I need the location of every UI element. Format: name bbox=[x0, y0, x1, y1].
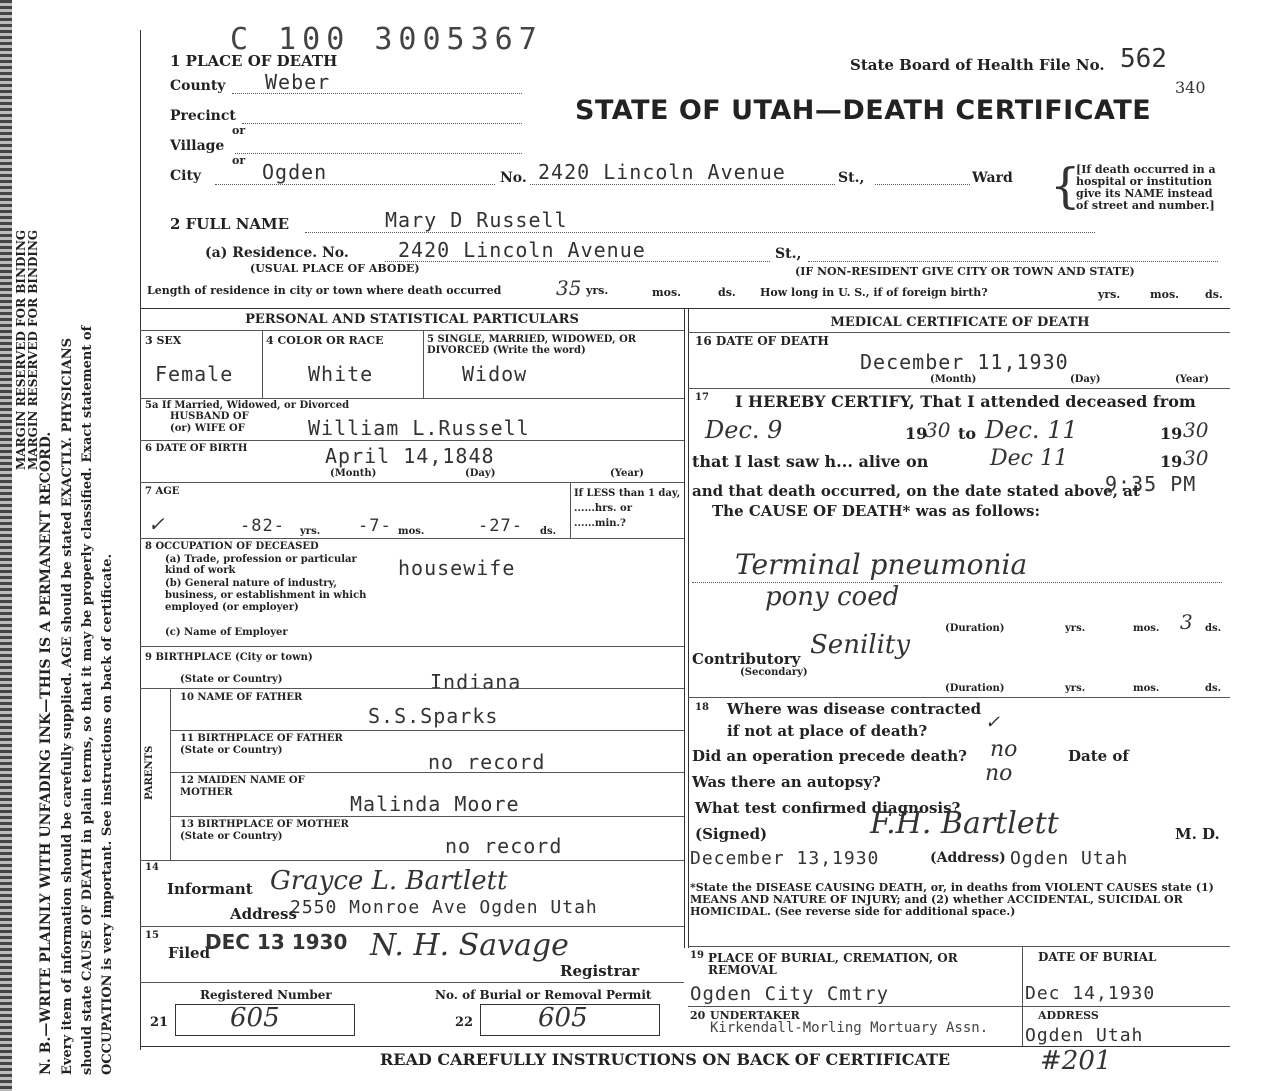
residence-value: 2420 Lincoln Avenue bbox=[398, 238, 646, 262]
street-suffix-label: St., bbox=[838, 170, 865, 186]
signed-date: December 13,1930 bbox=[690, 848, 880, 869]
brace-icon: { bbox=[1050, 158, 1081, 214]
informant-address-label: Address bbox=[230, 905, 297, 923]
q18-label-2: if not at place of death? bbox=[727, 722, 928, 740]
read-instructions-text: READ CAREFULLY INSTRUCTIONS ON BACK OF CERTIFICATE bbox=[380, 1050, 951, 1069]
operation-label: Did an operation precede death? bbox=[692, 747, 967, 765]
age-label: 7 AGE bbox=[145, 486, 180, 497]
last-saw-date: Dec 11 bbox=[990, 446, 1068, 471]
filed-date-stamp: DEC 13 1930 bbox=[205, 930, 348, 954]
physician-signature: F.H. Bartlett bbox=[870, 806, 1059, 841]
date-of-death-label: 16 DATE OF DEATH bbox=[695, 334, 829, 348]
ward-line bbox=[875, 184, 970, 185]
registrar-signature: N. H. Savage bbox=[370, 928, 569, 963]
village-label: Village bbox=[170, 138, 225, 154]
filed-label: Filed bbox=[168, 944, 211, 962]
dob-month-label: (Month) bbox=[330, 468, 377, 479]
marital-value: Widow bbox=[462, 362, 528, 386]
death-occurred-label: and that death occurred, on the date stated above, at bbox=[692, 482, 1140, 500]
foreign-mos-label: mos. bbox=[1150, 288, 1179, 301]
informant-label: Informant bbox=[167, 880, 253, 898]
mother-label: 12 MAIDEN NAME OF MOTHER bbox=[180, 775, 305, 798]
signed-address-label: (Address) bbox=[930, 850, 1006, 866]
residence-line-2 bbox=[808, 261, 1218, 262]
row-rule-6 bbox=[140, 688, 684, 689]
color-label: 4 COLOR OR RACE bbox=[266, 334, 384, 347]
medical-rule-2 bbox=[688, 697, 1230, 698]
full-name-line bbox=[305, 232, 1095, 233]
father-value: S.S.Sparks bbox=[368, 704, 499, 728]
birthplace-label: 9 BIRTHPLACE (City or town) bbox=[145, 652, 313, 663]
contributory-label: Contributory bbox=[692, 650, 801, 668]
file-number-label: State Board of Health File No. bbox=[850, 56, 1105, 74]
length-residence-value: 35 bbox=[556, 276, 582, 300]
row-rule-11 bbox=[140, 926, 684, 927]
duration-label-2: (Duration) bbox=[945, 683, 1005, 694]
duration-mos-label: mos. bbox=[1133, 623, 1160, 634]
cause-primary: Terminal pneumonia bbox=[735, 548, 1028, 581]
death-time: 9:35 PM bbox=[1105, 472, 1197, 496]
duration-ds-label: ds. bbox=[1205, 623, 1222, 634]
operation-answer: no bbox=[990, 737, 1018, 762]
certificate-title: STATE OF UTAH—DEATH CERTIFICATE bbox=[575, 95, 1152, 126]
attended-year-prefix-a: 19 bbox=[905, 424, 928, 443]
personal-heading-rule bbox=[140, 330, 684, 331]
signed-label: (Signed) bbox=[695, 825, 768, 843]
length-mos-label: mos. bbox=[652, 286, 681, 299]
city-value: Ogden bbox=[262, 160, 328, 184]
main-grid-top-rule bbox=[140, 308, 1230, 309]
duration-ds-label-2: ds. bbox=[1205, 683, 1222, 694]
informant-number: 14 bbox=[145, 862, 159, 873]
color-value: White bbox=[308, 362, 374, 386]
burial-divider bbox=[1022, 946, 1023, 1046]
or-1: or bbox=[232, 124, 246, 137]
village-line bbox=[235, 153, 522, 154]
row-rule-4 bbox=[140, 538, 684, 539]
precinct-label: Precinct bbox=[170, 108, 236, 124]
mother-value: Malinda Moore bbox=[350, 792, 520, 816]
residence-label: (a) Residence. No. bbox=[205, 245, 349, 261]
parents-label: PARENTS bbox=[144, 745, 155, 800]
instructions-text-1: Every item of information should be carefully supplied. AGE should be stated EXACTLY. PHYSICIANS bbox=[60, 337, 75, 1075]
attended-to-date: Dec. 11 bbox=[985, 416, 1078, 444]
duration-yrs-label: yrs. bbox=[1065, 623, 1086, 634]
burial-date-label: DATE OF BURIAL bbox=[1038, 950, 1157, 964]
dob-label: 6 DATE OF BIRTH bbox=[145, 443, 248, 454]
signed-address: Ogden Utah bbox=[1010, 848, 1129, 869]
registered-number-value: 605 bbox=[230, 1003, 280, 1033]
date-of-death-value: December 11,1930 bbox=[860, 350, 1069, 374]
sex-color-divider bbox=[262, 330, 263, 398]
residence-st-label: St., bbox=[775, 246, 802, 262]
last-saw-label: that I last saw h... alive on bbox=[692, 452, 929, 471]
cause-of-death-label: The CAUSE OF DEATH* was as follows: bbox=[712, 502, 1041, 520]
cause-footnote: *State the DISEASE CAUSING DEATH, or, in deaths from VIOLENT CAUSES state (1) MEANS AND NATURE OF INJURY; and (2) whether ACCIDENTAL, SUICIDAL OR HOMICIDAL. (See reverse side for additional space.) bbox=[690, 881, 1214, 918]
street-value: 2420 Lincoln Avenue bbox=[538, 160, 786, 184]
dob-value: April 14,1848 bbox=[325, 444, 495, 468]
less-than-label: If LESS than 1 day, ......hrs. or ......min.? bbox=[574, 488, 681, 529]
undertaker-value: Kirkendall-Morling Mortuary Assn. bbox=[710, 1020, 989, 1036]
city-label: City bbox=[170, 168, 202, 184]
attended-year-prefix-b: 19 bbox=[1160, 424, 1183, 443]
dod-month-label: (Month) bbox=[930, 374, 977, 385]
length-yrs-label: yrs. bbox=[586, 284, 609, 297]
stamp-number: C 100 3005367 bbox=[230, 22, 543, 57]
occupation-a-label: (a) Trade, profession or particular kind of work bbox=[165, 554, 357, 576]
burial-rule bbox=[688, 1006, 1230, 1007]
full-name-value: Mary D Russell bbox=[385, 208, 568, 232]
occupation-value: housewife bbox=[398, 556, 516, 580]
medical-rule-1 bbox=[688, 388, 1230, 389]
last-saw-year-prefix: 19 bbox=[1160, 452, 1183, 471]
diagnosis-test-label: What test confirmed diagnosis? bbox=[695, 799, 961, 817]
color-marital-divider bbox=[423, 330, 424, 398]
md-label: M. D. bbox=[1175, 825, 1220, 843]
city-line bbox=[215, 184, 495, 185]
or-2: or bbox=[232, 154, 246, 167]
registered-number-index: 21 bbox=[150, 1015, 169, 1030]
certify-label: I HEREBY CERTIFY, That I attended deceased from bbox=[735, 392, 1196, 411]
burial-address-value: Ogden Utah bbox=[1025, 1025, 1144, 1046]
footer-handwritten-note: #201 bbox=[1040, 1046, 1112, 1076]
occupation-label: 8 OCCUPATION OF DECEASED bbox=[145, 541, 319, 552]
dob-year-label: (Year) bbox=[610, 468, 644, 479]
contributory-cause: Senility bbox=[810, 630, 911, 660]
attended-from-year: 30 bbox=[925, 418, 951, 442]
age-days: -27- bbox=[478, 516, 523, 536]
ward-label: Ward bbox=[972, 170, 1013, 186]
secondary-label: (Secondary) bbox=[740, 667, 808, 678]
birthplace-value: Indiana bbox=[430, 670, 522, 694]
binding-margin-strip bbox=[0, 0, 12, 1091]
center-divider-2 bbox=[688, 308, 689, 948]
row-rule-9 bbox=[170, 816, 684, 817]
employer-label: (c) Name of Employer bbox=[165, 627, 288, 638]
last-saw-year: 30 bbox=[1183, 446, 1209, 470]
registrar-label: Registrar bbox=[560, 962, 640, 980]
father-birthplace-label: 11 BIRTHPLACE OF FATHER (State or Country) bbox=[180, 733, 343, 756]
full-name-label: 2 FULL NAME bbox=[170, 215, 290, 233]
spouse-label-1: 5a If Married, Widowed, or Divorced bbox=[145, 400, 350, 411]
age-months: -7- bbox=[358, 516, 392, 536]
row-rule-10 bbox=[140, 860, 684, 861]
street-number-label: No. bbox=[500, 170, 527, 186]
sex-value: Female bbox=[155, 362, 234, 386]
burial-number: 19 bbox=[690, 950, 704, 961]
operation-date-label: Date of bbox=[1068, 747, 1129, 765]
row-rule-5 bbox=[140, 646, 684, 647]
undertaker-label: UNDERTAKER bbox=[710, 1009, 800, 1022]
certificate-left-border bbox=[140, 30, 141, 1050]
binding-reserved-text-1: MARGIN RESERVED FOR BINDING bbox=[14, 229, 28, 470]
burial-permit-value: 605 bbox=[538, 1003, 588, 1033]
filed-number: 15 bbox=[145, 930, 159, 941]
place-of-death-heading: 1 PLACE OF DEATH bbox=[170, 52, 338, 70]
dob-day-label: (Day) bbox=[465, 468, 496, 479]
length-residence-label: Length of residence in city or town where death occurred bbox=[147, 284, 502, 297]
attended-to-year: 30 bbox=[1183, 418, 1209, 442]
informant-address-value: 2550 Monroe Ave Ogden Utah bbox=[290, 897, 598, 918]
instructions-text-3: OCCUPATION is very important. See instructions on back of certificate. bbox=[100, 553, 115, 1075]
burial-permit-index: 22 bbox=[455, 1015, 474, 1030]
file-number: 562 bbox=[1120, 44, 1167, 74]
mother-birthplace-value: no record bbox=[445, 834, 563, 858]
binding-reserved-text-2: MARGIN RESERVED FOR BINDING bbox=[26, 229, 40, 470]
to-label: to bbox=[958, 424, 977, 443]
age-check: ✓ bbox=[148, 512, 165, 536]
mother-birthplace-label: 13 BIRTHPLACE OF MOTHER (State or Country) bbox=[180, 819, 349, 842]
burial-date-value: Dec 14,1930 bbox=[1025, 983, 1156, 1004]
row-rule-2 bbox=[140, 440, 684, 441]
row-rule-8 bbox=[170, 772, 684, 773]
burial-place-label: PLACE OF BURIAL, CREMATION, OR REMOVAL bbox=[708, 951, 958, 977]
less-than-divider bbox=[570, 482, 571, 538]
medical-heading-rule bbox=[688, 332, 1230, 333]
burial-address-label: ADDRESS bbox=[1038, 1009, 1099, 1022]
hospital-note: [If death occurred in a hospital or institution give its NAME instead of street and number.] bbox=[1076, 163, 1216, 212]
row-rule-12 bbox=[140, 982, 684, 983]
father-label: 10 NAME OF FATHER bbox=[180, 692, 303, 703]
row-rule-3 bbox=[140, 482, 684, 483]
usual-abode-label: (USUAL PLACE OF ABODE) bbox=[250, 262, 420, 275]
county-label: County bbox=[170, 78, 226, 94]
registered-number-label: Registered Number bbox=[200, 988, 332, 1002]
duration-yrs-label-2: yrs. bbox=[1065, 683, 1086, 694]
street-line bbox=[530, 184, 835, 185]
length-ds-label: ds. bbox=[718, 286, 736, 299]
file-number-secondary: 340 bbox=[1175, 78, 1206, 97]
foreign-birth-label: How long in U. S., if of foreign birth? bbox=[760, 286, 988, 299]
medical-heading: MEDICAL CERTIFICATE OF DEATH bbox=[830, 315, 1090, 330]
duration-value: 3 bbox=[1180, 610, 1193, 634]
father-birthplace-value: no record bbox=[428, 750, 546, 774]
sex-label: 3 SEX bbox=[145, 334, 182, 347]
parents-divider bbox=[170, 688, 171, 860]
spouse-label-3: (or) WIFE OF bbox=[170, 423, 245, 434]
nonresident-label: (IF NON-RESIDENT GIVE CITY OR TOWN AND STATE) bbox=[795, 265, 1135, 278]
occupation-b-label: (b) General nature of industry, business, or establishment in which employed (or employer) bbox=[165, 578, 367, 613]
row-rule-7 bbox=[170, 730, 684, 731]
q18-answer: ✓ bbox=[985, 712, 1001, 733]
q18-label: Where was disease contracted bbox=[727, 700, 982, 718]
autopsy-answer: no bbox=[985, 761, 1013, 786]
dod-day-label: (Day) bbox=[1070, 374, 1101, 385]
q18-number: 18 bbox=[695, 702, 709, 713]
personal-heading: PERSONAL AND STATISTICAL PARTICULARS bbox=[245, 312, 579, 327]
burial-permit-label: No. of Burial or Removal Permit bbox=[435, 988, 652, 1002]
autopsy-label: Was there an autopsy? bbox=[692, 773, 881, 791]
birthplace-state-label: (State or Country) bbox=[180, 674, 283, 685]
age-mos-label: mos. bbox=[398, 526, 425, 537]
marital-label: 5 SINGLE, MARRIED, WIDOWED, OR DIVORCED (Write the word) bbox=[427, 334, 637, 356]
age-yrs-label: yrs. bbox=[300, 526, 321, 537]
age-ds-label: ds. bbox=[540, 526, 557, 537]
county-value: Weber bbox=[265, 70, 331, 94]
medical-rule-3 bbox=[688, 946, 1230, 947]
age-years: -82- bbox=[240, 516, 285, 536]
spouse-value: William L.Russell bbox=[308, 416, 530, 440]
burial-place-value: Ogden City Cmtry bbox=[690, 983, 890, 1005]
dod-year-label: (Year) bbox=[1175, 374, 1209, 385]
foreign-ds-label: ds. bbox=[1205, 288, 1223, 301]
certify-number: 17 bbox=[695, 392, 709, 403]
spouse-label-2: HUSBAND OF bbox=[170, 411, 249, 422]
informant-signature: Grayce L. Bartlett bbox=[270, 866, 508, 896]
cause-primary-2: pony coed bbox=[765, 582, 900, 612]
duration-mos-label-2: mos. bbox=[1133, 683, 1160, 694]
attended-from-date: Dec. 9 bbox=[705, 416, 783, 444]
precinct-line bbox=[242, 123, 522, 124]
center-divider bbox=[684, 308, 685, 948]
nb-permanent-record-text: N. B.—WRITE PLAINLY WITH UNFADING INK—THIS IS A PERMANENT RECORD. bbox=[38, 431, 54, 1075]
foreign-yrs-label: yrs. bbox=[1098, 288, 1121, 301]
duration-label: (Duration) bbox=[945, 623, 1005, 634]
instructions-text-2: should state CAUSE OF DEATH in plain terms, so that it may be properly classified. Exact statement of bbox=[80, 325, 95, 1075]
row-rule-1 bbox=[140, 398, 684, 399]
undertaker-number: 20 bbox=[690, 1009, 706, 1022]
